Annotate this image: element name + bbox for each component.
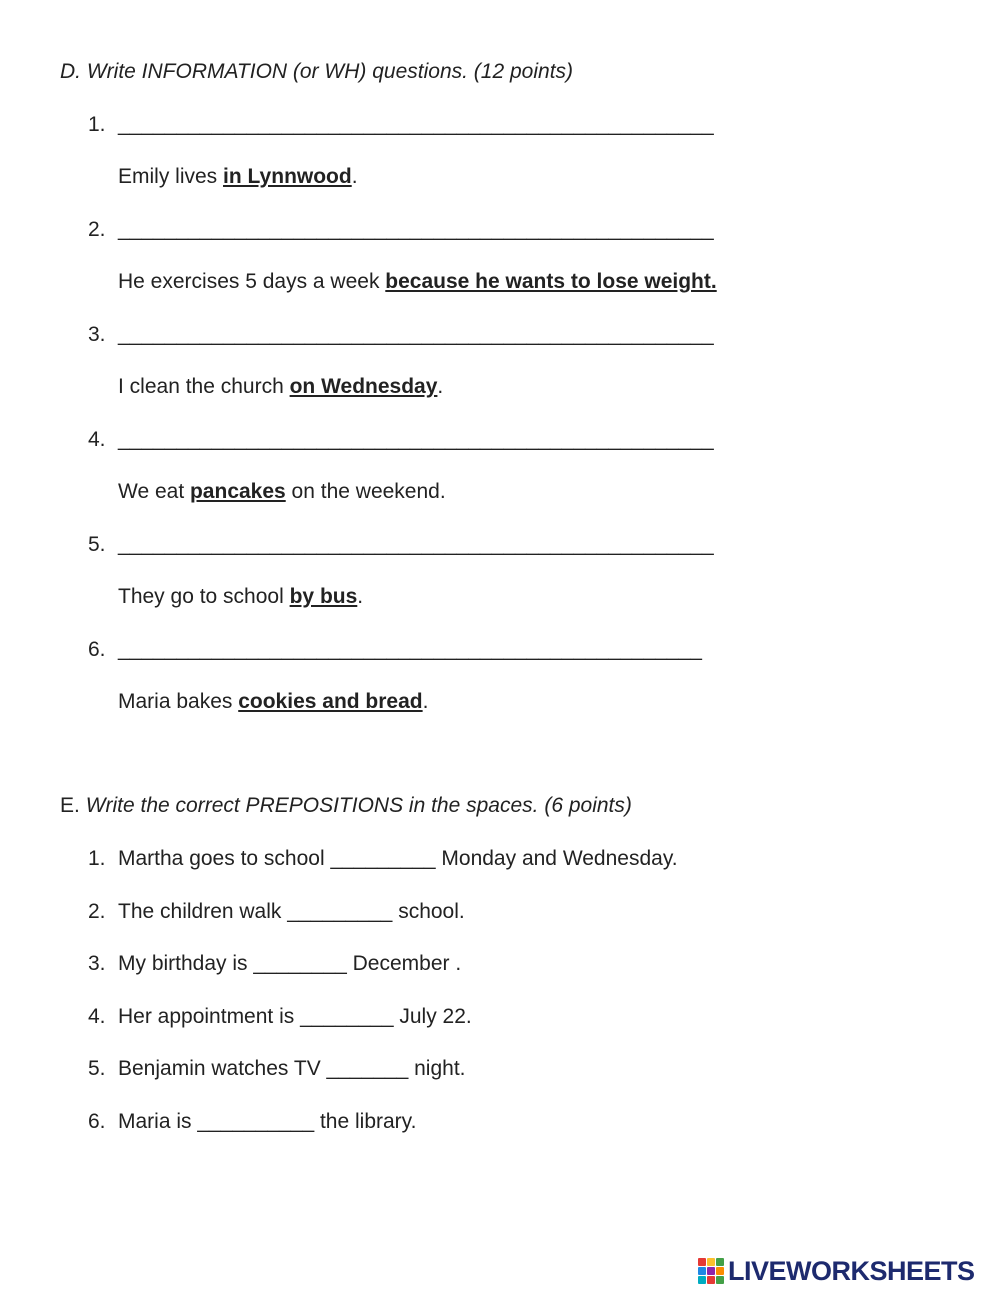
logo-block bbox=[707, 1267, 715, 1275]
logo-block bbox=[698, 1276, 706, 1284]
sentence-text: . bbox=[437, 375, 444, 398]
sentence-text: Maria bakes bbox=[118, 690, 239, 713]
logo-icon bbox=[698, 1258, 724, 1284]
sentence-text: . bbox=[351, 165, 358, 188]
exercise-number: 6. bbox=[88, 1110, 106, 1133]
exercise-number: 5. bbox=[88, 1057, 106, 1080]
answer-blank[interactable]: ___________________________________________________ bbox=[118, 533, 714, 556]
underlined-answer: on Wednesday bbox=[289, 375, 438, 398]
question-number: 6. bbox=[88, 638, 106, 661]
fill-in-sentence[interactable]: Martha goes to school _________ Monday and Wednesday. bbox=[118, 847, 678, 870]
exercise-number: 2. bbox=[88, 900, 106, 923]
logo-block bbox=[716, 1267, 724, 1275]
fill-in-sentence[interactable]: The children walk _________ school. bbox=[118, 900, 465, 923]
fill-in-sentence[interactable]: Her appointment is ________ July 22. bbox=[118, 1005, 472, 1028]
logo-block bbox=[707, 1258, 715, 1266]
answer-blank[interactable]: ___________________________________________________ bbox=[118, 428, 714, 451]
fill-in-sentence[interactable]: Benjamin watches TV _______ night. bbox=[118, 1057, 466, 1080]
question-number: 1. bbox=[88, 113, 106, 136]
sentence-text: . bbox=[357, 585, 364, 608]
prompt-sentence bbox=[118, 478, 446, 506]
answer-blank[interactable]: ___________________________________________________ bbox=[118, 113, 714, 136]
section-e-letter: E. bbox=[60, 794, 80, 817]
sentence-text: . bbox=[422, 690, 429, 713]
prompt-sentence bbox=[118, 163, 358, 191]
answer-blank[interactable]: ___________________________________________________ bbox=[118, 323, 714, 346]
exercise-number: 1. bbox=[88, 847, 106, 870]
logo-text: LIVEWORKSHEETS bbox=[728, 1255, 975, 1286]
sentence-text: on the weekend. bbox=[285, 480, 446, 503]
underlined-answer: by bus bbox=[289, 585, 358, 608]
logo-block bbox=[698, 1267, 706, 1275]
question-number: 2. bbox=[88, 218, 106, 241]
exercise-number: 3. bbox=[88, 952, 106, 975]
logo-block bbox=[716, 1276, 724, 1284]
underlined-answer: in Lynnwood bbox=[223, 165, 352, 188]
underlined-answer: cookies and bread bbox=[238, 690, 423, 713]
logo-block bbox=[698, 1258, 706, 1266]
section-e-title bbox=[60, 792, 632, 820]
sentence-text: They go to school bbox=[118, 585, 290, 608]
section-d-title: D. Write INFORMATION (or WH) questions. (12 points) bbox=[60, 60, 574, 83]
answer-blank[interactable]: ___________________________________________________ bbox=[118, 218, 714, 241]
exercise-number: 4. bbox=[88, 1005, 106, 1028]
fill-in-sentence[interactable]: Maria is __________ the library. bbox=[118, 1110, 417, 1133]
sentence-text: Emily lives bbox=[118, 165, 224, 188]
fill-in-sentence[interactable]: My birthday is ________ December . bbox=[118, 952, 462, 975]
underlined-answer: because he wants to lose weight. bbox=[385, 270, 717, 293]
sentence-text: We eat bbox=[118, 480, 190, 503]
prompt-sentence bbox=[118, 268, 717, 296]
liveworksheets-logo bbox=[698, 1256, 975, 1286]
question-number: 5. bbox=[88, 533, 106, 556]
underlined-answer: pancakes bbox=[189, 480, 286, 503]
prompt-sentence bbox=[118, 583, 363, 611]
sentence-text: I clean the church bbox=[118, 375, 290, 398]
prompt-sentence bbox=[118, 373, 443, 401]
question-number: 3. bbox=[88, 323, 106, 346]
logo-block bbox=[716, 1258, 724, 1266]
sentence-text: He exercises 5 days a week bbox=[118, 270, 386, 293]
question-number: 4. bbox=[88, 428, 106, 451]
prompt-sentence bbox=[118, 688, 428, 716]
logo-block bbox=[707, 1276, 715, 1284]
section-e-title-text: Write the correct PREPOSITIONS in the spaces. (6 points) bbox=[85, 794, 632, 817]
answer-blank[interactable]: __________________________________________________ bbox=[118, 638, 702, 661]
